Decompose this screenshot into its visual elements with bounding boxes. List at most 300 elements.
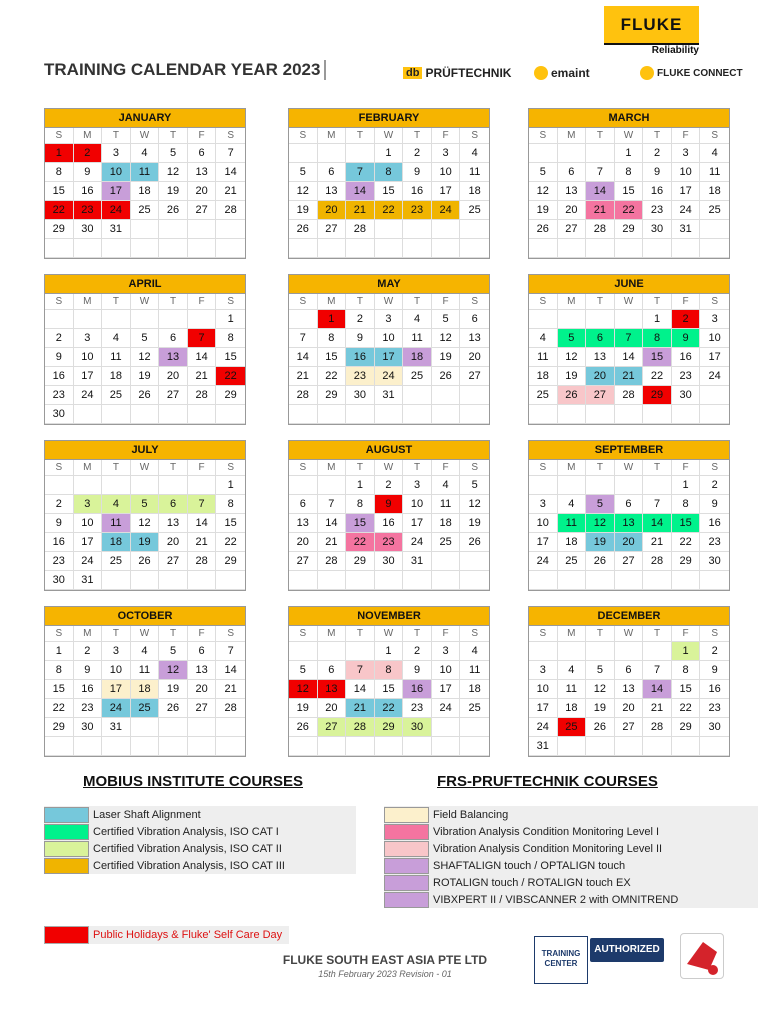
day-cell: 12	[432, 329, 461, 348]
empty-cell	[74, 405, 103, 424]
week-row	[289, 310, 489, 329]
day-cell: 4	[700, 144, 729, 163]
day-cell: 30	[700, 552, 729, 571]
day-cell: 14	[289, 348, 318, 367]
empty-cell	[460, 405, 489, 424]
day-cell: 3	[403, 476, 432, 495]
day-cell: 11	[460, 661, 489, 680]
week-row	[289, 386, 489, 405]
day-cell: 25	[558, 718, 587, 737]
weekday-label: T	[159, 460, 188, 476]
day-cell: 7	[289, 329, 318, 348]
day-cell: 14	[586, 182, 615, 201]
empty-cell	[188, 571, 217, 590]
day-cell: 6	[586, 329, 615, 348]
day-cell: 1	[216, 476, 245, 495]
day-cell: 7	[188, 495, 217, 514]
day-cell: 17	[74, 533, 103, 552]
day-cell: 26	[460, 533, 489, 552]
day-cell: 2	[403, 144, 432, 163]
day-cell: 14	[615, 348, 644, 367]
empty-cell	[529, 310, 558, 329]
day-cell: 12	[131, 348, 160, 367]
day-cell: 1	[643, 310, 672, 329]
day-cell: 9	[403, 163, 432, 182]
week-row	[45, 495, 245, 514]
weekday-label: S	[216, 128, 245, 144]
week-row	[45, 239, 245, 258]
day-cell: 18	[558, 533, 587, 552]
day-cell: 12	[586, 514, 615, 533]
frs-legend-item	[384, 874, 758, 891]
empty-cell	[529, 405, 558, 424]
day-cell: 10	[74, 514, 103, 533]
day-cell: 29	[216, 552, 245, 571]
day-cell: 17	[74, 367, 103, 386]
empty-cell	[586, 642, 615, 661]
empty-cell	[346, 642, 375, 661]
weekday-label: T	[159, 626, 188, 642]
day-cell: 10	[672, 163, 701, 182]
day-cell: 3	[700, 310, 729, 329]
week-row	[289, 699, 489, 718]
day-cell: 22	[672, 699, 701, 718]
day-cell: 18	[558, 699, 587, 718]
day-cell: 5	[529, 163, 558, 182]
empty-cell	[159, 310, 188, 329]
empty-cell	[318, 239, 347, 258]
brand-name: PRÜFTECHNIK	[425, 66, 512, 80]
week-row	[45, 201, 245, 220]
week-row	[529, 552, 729, 571]
day-cell: 27	[586, 386, 615, 405]
day-cell: 11	[403, 329, 432, 348]
empty-cell	[159, 239, 188, 258]
day-cell: 7	[586, 163, 615, 182]
day-cell: 17	[529, 699, 558, 718]
month-name: DECEMBER	[529, 607, 729, 626]
day-cell: 19	[289, 201, 318, 220]
color-swatch	[44, 858, 89, 874]
weekday-label: T	[346, 294, 375, 310]
day-cell: 6	[188, 642, 217, 661]
day-cell: 4	[432, 476, 461, 495]
day-cell: 19	[529, 201, 558, 220]
day-cell: 11	[529, 348, 558, 367]
day-cell: 31	[529, 737, 558, 756]
week-row	[529, 182, 729, 201]
month-october	[44, 606, 246, 757]
day-cell: 21	[586, 201, 615, 220]
week-row	[529, 163, 729, 182]
day-cell: 8	[216, 329, 245, 348]
day-cell: 14	[643, 680, 672, 699]
day-cell: 12	[159, 661, 188, 680]
day-cell: 19	[131, 533, 160, 552]
day-cell: 19	[460, 514, 489, 533]
empty-cell	[586, 239, 615, 258]
day-cell: 16	[672, 348, 701, 367]
mobius-legend-item	[44, 806, 356, 823]
logo-tagline: Reliability	[604, 43, 699, 59]
fluke-connect-logo	[640, 66, 743, 80]
empty-cell	[45, 476, 74, 495]
day-cell: 10	[375, 329, 404, 348]
empty-cell	[403, 220, 432, 239]
day-cell: 11	[460, 163, 489, 182]
day-cell: 8	[375, 163, 404, 182]
day-cell: 28	[346, 718, 375, 737]
weekday-label: M	[558, 460, 587, 476]
day-cell: 15	[643, 348, 672, 367]
day-cell: 22	[45, 699, 74, 718]
day-cell: 23	[45, 552, 74, 571]
empty-cell	[74, 737, 103, 756]
weekday-label: T	[102, 294, 131, 310]
day-cell: 9	[45, 514, 74, 533]
empty-cell	[102, 405, 131, 424]
day-cell: 2	[375, 476, 404, 495]
day-cell: 14	[188, 514, 217, 533]
day-cell: 13	[318, 182, 347, 201]
day-cell: 16	[403, 680, 432, 699]
day-cell: 23	[672, 367, 701, 386]
week-row	[45, 329, 245, 348]
day-cell: 24	[432, 201, 461, 220]
week-row	[529, 737, 729, 756]
empty-cell	[318, 144, 347, 163]
day-cell: 10	[432, 163, 461, 182]
weekday-label: S	[529, 294, 558, 310]
day-cell: 5	[432, 310, 461, 329]
day-cell: 7	[615, 329, 644, 348]
weekday-label: S	[700, 128, 729, 144]
month-name: NOVEMBER	[289, 607, 489, 626]
day-cell: 6	[159, 329, 188, 348]
empty-cell	[460, 239, 489, 258]
day-cell: 15	[318, 348, 347, 367]
day-cell: 24	[403, 533, 432, 552]
week-row	[529, 718, 729, 737]
weekday-label: S	[289, 460, 318, 476]
day-cell: 9	[643, 163, 672, 182]
day-cell: 23	[45, 386, 74, 405]
day-cell: 30	[700, 718, 729, 737]
week-row	[289, 495, 489, 514]
day-cell: 7	[216, 642, 245, 661]
footer	[230, 953, 540, 979]
empty-cell	[45, 239, 74, 258]
day-cell: 15	[672, 680, 701, 699]
day-cell: 1	[375, 144, 404, 163]
day-cell: 28	[346, 220, 375, 239]
month-may	[288, 274, 490, 425]
day-cell: 14	[216, 661, 245, 680]
weekday-label: W	[615, 294, 644, 310]
emaint-logo	[534, 66, 590, 80]
empty-cell	[643, 642, 672, 661]
empty-cell	[289, 642, 318, 661]
day-cell: 15	[346, 514, 375, 533]
empty-cell	[403, 405, 432, 424]
day-cell: 20	[318, 201, 347, 220]
day-cell: 11	[432, 495, 461, 514]
color-swatch	[384, 841, 429, 857]
empty-cell	[643, 476, 672, 495]
day-cell: 1	[615, 144, 644, 163]
legend-label: Certified Vibration Analysis, ISO CAT III	[93, 859, 285, 872]
day-cell: 26	[131, 552, 160, 571]
day-cell: 27	[318, 718, 347, 737]
day-cell: 28	[188, 386, 217, 405]
day-cell: 26	[289, 718, 318, 737]
empty-cell	[586, 737, 615, 756]
day-cell: 5	[289, 661, 318, 680]
day-cell: 28	[289, 386, 318, 405]
day-cell: 18	[131, 182, 160, 201]
week-row	[529, 239, 729, 258]
empty-cell	[159, 737, 188, 756]
day-cell: 8	[615, 163, 644, 182]
day-cell: 23	[74, 699, 103, 718]
day-cell: 27	[615, 718, 644, 737]
day-cell: 21	[289, 367, 318, 386]
weekday-label: T	[102, 128, 131, 144]
day-cell: 27	[318, 220, 347, 239]
week-row	[45, 367, 245, 386]
empty-cell	[615, 737, 644, 756]
weekday-label: M	[74, 128, 103, 144]
day-cell: 17	[375, 348, 404, 367]
week-row	[45, 661, 245, 680]
day-cell: 16	[403, 182, 432, 201]
weekday-label: M	[318, 128, 347, 144]
legend-label: Certified Vibration Analysis, ISO CAT I	[93, 825, 279, 838]
week-row	[289, 144, 489, 163]
empty-cell	[403, 239, 432, 258]
weekday-label: S	[45, 294, 74, 310]
week-row	[289, 533, 489, 552]
day-cell: 5	[558, 329, 587, 348]
frs-legend-item	[384, 840, 758, 857]
empty-cell	[375, 239, 404, 258]
empty-cell	[432, 552, 461, 571]
brand-name: FLUKE CONNECT	[657, 67, 743, 79]
day-cell: 30	[672, 386, 701, 405]
day-cell: 8	[346, 495, 375, 514]
day-cell: 20	[318, 699, 347, 718]
month-june	[528, 274, 730, 425]
week-row	[529, 495, 729, 514]
empty-cell	[460, 737, 489, 756]
day-cell: 1	[375, 642, 404, 661]
day-cell: 25	[460, 699, 489, 718]
day-cell: 7	[318, 495, 347, 514]
day-cell: 3	[529, 495, 558, 514]
weekday-label: W	[375, 460, 404, 476]
day-cell: 21	[216, 680, 245, 699]
day-cell: 9	[672, 329, 701, 348]
day-cell: 12	[460, 495, 489, 514]
empty-cell	[615, 310, 644, 329]
empty-cell	[403, 571, 432, 590]
day-cell: 6	[558, 163, 587, 182]
week-row	[289, 737, 489, 756]
day-cell: 25	[102, 552, 131, 571]
weekday-label: S	[460, 626, 489, 642]
week-row	[45, 552, 245, 571]
weekday-label: M	[74, 294, 103, 310]
month-january	[44, 108, 246, 259]
week-row	[529, 386, 729, 405]
weekday-label: S	[460, 460, 489, 476]
day-cell: 14	[318, 514, 347, 533]
day-cell: 24	[700, 367, 729, 386]
weekday-label: W	[131, 460, 160, 476]
empty-cell	[346, 405, 375, 424]
day-cell: 25	[131, 699, 160, 718]
empty-cell	[432, 220, 461, 239]
month-february	[288, 108, 490, 259]
empty-cell	[558, 239, 587, 258]
weekday-label: S	[460, 128, 489, 144]
day-cell: 10	[74, 348, 103, 367]
empty-cell	[529, 476, 558, 495]
day-cell: 15	[615, 182, 644, 201]
day-cell: 9	[346, 329, 375, 348]
day-cell: 29	[318, 386, 347, 405]
day-cell: 11	[131, 661, 160, 680]
empty-cell	[700, 737, 729, 756]
empty-cell	[318, 737, 347, 756]
day-cell: 27	[188, 201, 217, 220]
day-cell: 20	[159, 367, 188, 386]
weekday-label: T	[403, 128, 432, 144]
month-march	[528, 108, 730, 259]
day-cell: 20	[188, 182, 217, 201]
authorized-badge: AUTHORIZED	[590, 938, 664, 962]
week-row	[45, 163, 245, 182]
day-cell: 8	[672, 495, 701, 514]
empty-cell	[102, 737, 131, 756]
day-cell: 10	[529, 514, 558, 533]
day-cell: 5	[586, 495, 615, 514]
day-cell: 3	[432, 642, 461, 661]
day-cell: 2	[672, 310, 701, 329]
empty-cell	[432, 405, 461, 424]
empty-cell	[346, 144, 375, 163]
weekday-label: T	[346, 626, 375, 642]
weekday-label: W	[375, 626, 404, 642]
month-name: JULY	[45, 441, 245, 460]
day-cell: 27	[289, 552, 318, 571]
weekday-label: T	[346, 128, 375, 144]
day-cell: 26	[289, 220, 318, 239]
day-cell: 15	[375, 182, 404, 201]
day-cell: 13	[188, 661, 217, 680]
day-cell: 27	[615, 552, 644, 571]
day-cell: 17	[700, 348, 729, 367]
day-cell: 14	[188, 348, 217, 367]
empty-cell	[558, 144, 587, 163]
weekday-label: M	[558, 294, 587, 310]
day-cell: 3	[102, 642, 131, 661]
empty-cell	[643, 239, 672, 258]
day-cell: 23	[403, 699, 432, 718]
day-cell: 31	[375, 386, 404, 405]
weekday-label: M	[318, 460, 347, 476]
day-cell: 9	[74, 661, 103, 680]
day-cell: 25	[131, 201, 160, 220]
day-cell: 18	[131, 680, 160, 699]
day-cell: 20	[586, 367, 615, 386]
day-cell: 22	[45, 201, 74, 220]
day-cell: 12	[159, 163, 188, 182]
day-cell: 16	[346, 348, 375, 367]
day-cell: 13	[558, 182, 587, 201]
weekday-label: T	[403, 626, 432, 642]
weekday-label: T	[643, 626, 672, 642]
weekday-label: S	[216, 294, 245, 310]
day-cell: 27	[460, 367, 489, 386]
week-row	[529, 405, 729, 424]
week-row	[289, 201, 489, 220]
day-cell: 29	[643, 386, 672, 405]
week-row	[289, 680, 489, 699]
day-cell: 17	[672, 182, 701, 201]
weekday-label: F	[188, 460, 217, 476]
weekday-label: F	[432, 294, 461, 310]
empty-cell	[558, 405, 587, 424]
empty-cell	[188, 476, 217, 495]
week-row	[529, 571, 729, 590]
empty-cell	[375, 405, 404, 424]
day-cell: 6	[318, 163, 347, 182]
week-row	[45, 680, 245, 699]
empty-cell	[188, 737, 217, 756]
day-cell: 24	[102, 699, 131, 718]
frs-legend-item	[384, 857, 758, 874]
day-cell: 29	[672, 552, 701, 571]
day-cell: 29	[346, 552, 375, 571]
color-swatch	[44, 841, 89, 857]
week-row	[45, 642, 245, 661]
month-april	[44, 274, 246, 425]
day-cell: 18	[460, 182, 489, 201]
day-cell: 10	[102, 661, 131, 680]
empty-cell	[615, 239, 644, 258]
empty-cell	[643, 405, 672, 424]
day-cell: 4	[131, 642, 160, 661]
empty-cell	[289, 144, 318, 163]
empty-cell	[289, 571, 318, 590]
day-cell: 22	[672, 533, 701, 552]
week-row	[289, 476, 489, 495]
day-cell: 28	[586, 220, 615, 239]
day-cell: 20	[615, 533, 644, 552]
day-cell: 4	[558, 661, 587, 680]
empty-cell	[460, 571, 489, 590]
legend-label: VIBXPERT II / VIBSCANNER 2 with OMNITREND	[433, 893, 679, 906]
week-row	[529, 329, 729, 348]
week-row	[289, 239, 489, 258]
frs-title: FRS-PRUFTECHNIK COURSES	[437, 773, 658, 790]
logo-text: FLUKE	[620, 15, 683, 34]
weekday-label: M	[558, 128, 587, 144]
day-cell: 1	[45, 642, 74, 661]
day-cell: 22	[346, 533, 375, 552]
day-cell: 28	[318, 552, 347, 571]
